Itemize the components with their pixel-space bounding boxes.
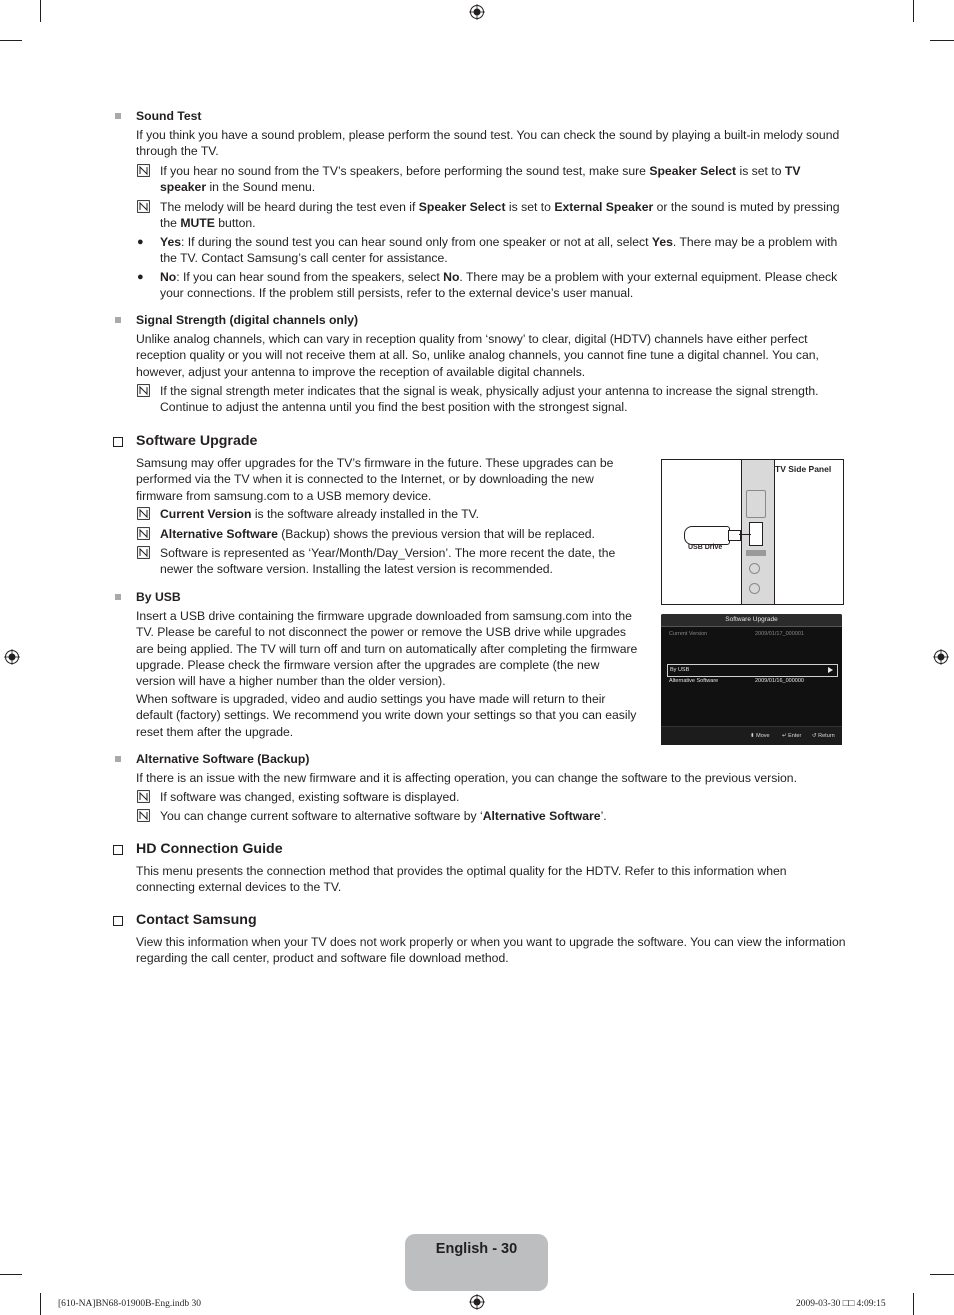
contact-samsung-heading: Contact Samsung	[136, 912, 257, 928]
signal-strength-note: If the signal strength meter indicates that the signal is weak, physically adjust your antenna to increase the signal strength. Continue to adjust the antenna until you find the best position with the strongest signal.	[160, 384, 819, 415]
by-usb-paragraph-1: Insert a USB drive containing the firmware upgrade downloaded from samsung.com into the TV. Please be careful to not disconnect the power or remove the USB drive while upgrades are being applied. The TV will turn off and turn on automatically after completing the firmware upgrade. Please check the firmware version after the upgrades are complete (the new version will have a higher number than the older version).	[136, 609, 638, 689]
bullet-dot-icon: ●	[137, 236, 144, 248]
contact-samsung-text: View this information when your TV does not work properly or when you want to upgrade the software. You can view the information regarding the call center, product and software file download method.	[136, 935, 846, 966]
note-icon	[137, 507, 150, 520]
usb-port-icon	[749, 522, 763, 546]
software-upgrade-osd	[661, 614, 842, 744]
bullet-dot-icon: ●	[137, 271, 144, 283]
software-upgrade-note-3: Software is represented as ‘Year/Month/Day_Version’. The more recent the date, the newer the software version. Installing the latest version is recommended.	[160, 546, 616, 577]
osd-current-version-value: 2009/01/17_000001	[755, 631, 804, 637]
crop-mark	[0, 1274, 22, 1275]
note-icon	[137, 384, 150, 397]
square-bullet-icon	[115, 756, 121, 762]
by-usb-paragraph-2: When software is upgraded, video and audio settings you have made will return to their default (factory) settings. We recommend you write down your settings so that you can easily reset them after the upgrade.	[136, 692, 637, 739]
usb-drive-icon	[684, 526, 730, 545]
square-bullet-icon	[115, 317, 121, 323]
registration-mark-icon	[469, 1294, 485, 1310]
move-icon: ⬍	[750, 733, 757, 739]
square-bullet-icon	[115, 594, 121, 600]
return-icon: ↺	[812, 733, 819, 739]
note-icon	[137, 200, 150, 213]
usb-connector-line	[739, 534, 751, 535]
signal-strength-intro: Unlike analog channels, which can vary in reception quality from ‘snowy’ to clear, digital (HDTV) channels have either perfect reception quality or you will not receive them at all. So, unlike analog channels, you cannot fine tune a digital channel. You can, however, adjust your antenna to improve the reception of available digital channels.	[136, 332, 819, 379]
registration-mark-icon	[933, 649, 949, 665]
alternative-software-intro: If there is an issue with the new firmware and it is affecting operation, you can change the software to the previous version.	[136, 771, 797, 785]
sound-test-note-1: If you hear no sound from the TV’s speakers, before performing the sound test, make sure Speaker Select is set to TV speaker in the Sound menu.	[160, 164, 801, 195]
file-slug-left: [610-NA]BN68-01900B-Eng.indb 30	[58, 1299, 202, 1309]
square-bullet-icon	[115, 113, 121, 119]
note-icon	[137, 790, 150, 803]
note-icon	[137, 164, 150, 177]
tv-side-panel-label: TV Side Panel	[775, 464, 832, 474]
registration-mark-icon	[4, 649, 20, 665]
section-checkbox-icon	[113, 845, 123, 855]
file-slug-right: 2009-03-30 □□ 4:09:15	[796, 1299, 886, 1309]
note-icon	[137, 809, 150, 822]
jack-port-icon	[749, 563, 760, 574]
note-icon	[137, 527, 150, 540]
osd-by-usb-label: By USB	[670, 667, 690, 673]
section-checkbox-icon	[113, 437, 123, 447]
sound-test-no-bullet: No: If you can hear sound from the speakers, select No. There may be a problem with your external equipment. Please check your connections. If the problem still persists, refer to the external device’s user manual.	[160, 270, 838, 301]
usb-plug-icon	[728, 530, 741, 541]
hdmi-port-icon	[746, 490, 766, 518]
osd-move-hint: ⬍ Move	[750, 733, 770, 739]
arrow-right-icon	[828, 667, 833, 673]
osd-by-usb-item[interactable]	[667, 664, 838, 677]
osd-current-version-label: Current Version	[669, 631, 708, 637]
osd-enter-hint: ↵ Enter	[782, 733, 802, 739]
alternative-software-note-1: If software was changed, existing software is displayed.	[160, 790, 460, 804]
crop-mark	[40, 0, 41, 22]
alternative-software-heading: Alternative Software (Backup)	[136, 752, 310, 766]
osd-title: Software Upgrade	[725, 616, 778, 623]
software-upgrade-intro: Samsung may offer upgrades for the TV’s firmware in the future. These upgrades can be performed via the TV when it is connected to the Internet, or by downloading the new firmware from samsung.com to a USB memory device.	[136, 456, 614, 503]
crop-mark	[930, 1274, 954, 1275]
registration-mark-icon	[469, 4, 485, 20]
software-upgrade-note-2: Alternative Software (Backup) shows the previous version that will be replaced.	[160, 527, 595, 541]
sound-test-note-2: The melody will be heard during the test even if Speaker Select is set to External Speaker or the sound is muted by pressing the MUTE button.	[160, 200, 840, 231]
jack-port-icon	[749, 583, 760, 594]
usb-drive-label: USB Drive	[688, 544, 723, 551]
osd-alt-software-label: Alternative Software	[669, 678, 719, 684]
osd-alt-software-value: 2009/01/16_000000	[755, 678, 804, 684]
alternative-software-note-2: You can change current software to alternative software by ‘Alternative Software’.	[160, 809, 607, 823]
software-upgrade-note-1: Current Version is the software already installed in the TV.	[160, 507, 480, 521]
sound-test-intro: If you think you have a sound problem, please perform the sound test. You can check the sound by playing a built-in melody sound through the TV.	[136, 128, 840, 159]
crop-mark	[0, 40, 22, 41]
hd-connection-text: This menu presents the connection method that provides the optimal quality for the HDTV. Refer to this information when connecting external devices to the TV.	[136, 864, 787, 895]
hd-connection-heading: HD Connection Guide	[136, 841, 283, 857]
software-upgrade-heading: Software Upgrade	[136, 433, 258, 449]
tv-side-panel-figure	[661, 459, 844, 605]
osd-return-hint: ↺ Return	[812, 733, 835, 739]
enter-icon: ↵	[782, 733, 789, 739]
by-usb-heading: By USB	[136, 590, 181, 604]
signal-strength-heading: Signal Strength (digital channels only)	[136, 313, 359, 327]
port-label-icon	[746, 550, 766, 556]
sound-test-yes-bullet: Yes: If during the sound test you can hear sound only from one speaker or not at all, select Yes. There may be a problem with the TV. Contact Samsung’s call center for assistance.	[160, 235, 838, 266]
crop-mark	[913, 1293, 914, 1315]
note-icon	[137, 546, 150, 559]
crop-mark	[40, 1293, 41, 1315]
crop-mark	[930, 40, 954, 41]
sound-test-heading: Sound Test	[136, 109, 202, 123]
page-number-label: English - 30	[435, 1241, 518, 1257]
crop-mark	[913, 0, 914, 22]
section-checkbox-icon	[113, 916, 123, 926]
